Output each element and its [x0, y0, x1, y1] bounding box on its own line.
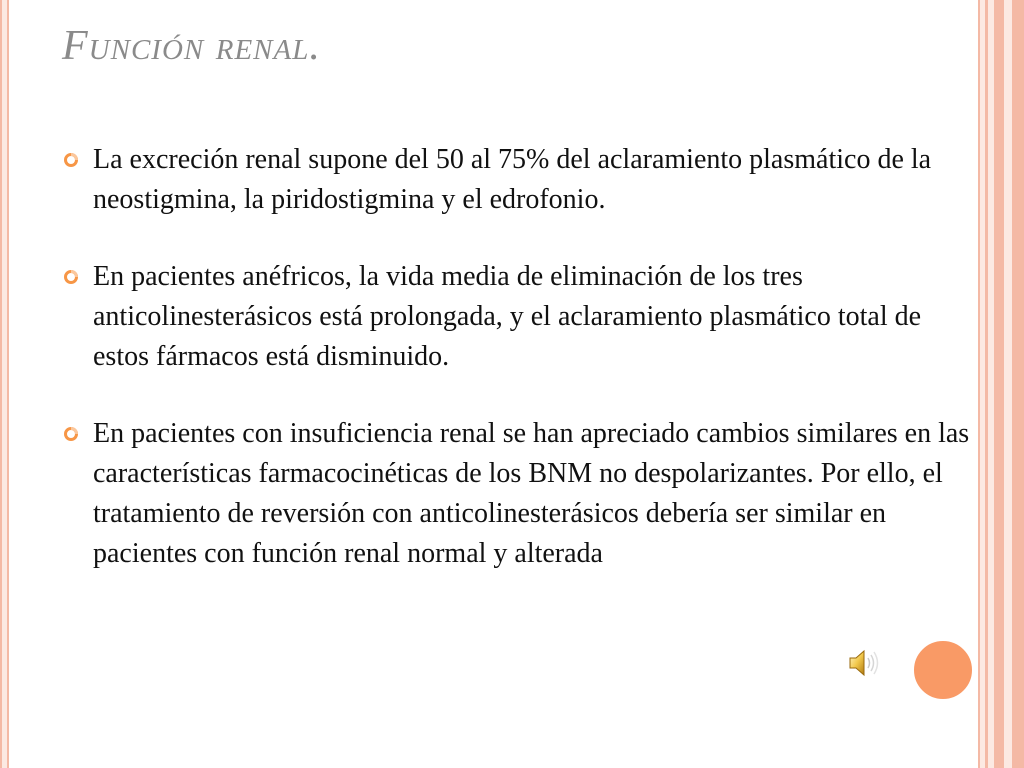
bullet-item: [62, 140, 972, 220]
bullet-text: En pacientes anéfricos, la vida media de eliminación de los tres anticolinesterásicos está prolongada, y el aclaramiento plasmático total de estos fármacos está disminuido.: [93, 261, 922, 372]
left-frame-inner-border: [7, 0, 9, 768]
decorative-circle: [912, 639, 974, 701]
bullet-text: En pacientes con insuficiencia renal se han apreciado cambios similares en las características farmacocinéticas de los BNM no despolarizantes. Por ello, el tratamiento de reversión con anticolinesterásicos debería ser similar en pacientes con función renal normal y alterada: [93, 418, 970, 569]
speaker-icon[interactable]: [846, 646, 882, 680]
right-frame-stripe: [1012, 0, 1024, 768]
bullet-list: [62, 140, 972, 611]
right-frame-stripe: [1004, 0, 1012, 768]
bullet-item: [62, 414, 972, 574]
ring-bullet-icon: [63, 426, 79, 442]
bullet-text: La excreción renal supone del 50 al 75% del aclaramiento plasmático de la neostigmina, la piridostigmina y el edrofonio.: [93, 144, 932, 215]
ring-bullet-icon: [63, 152, 79, 168]
bullet-item: [62, 257, 972, 377]
ring-bullet-icon: [63, 269, 79, 285]
right-frame-stripe: [994, 0, 1004, 768]
slide-title: Función renal.: [62, 23, 321, 69]
